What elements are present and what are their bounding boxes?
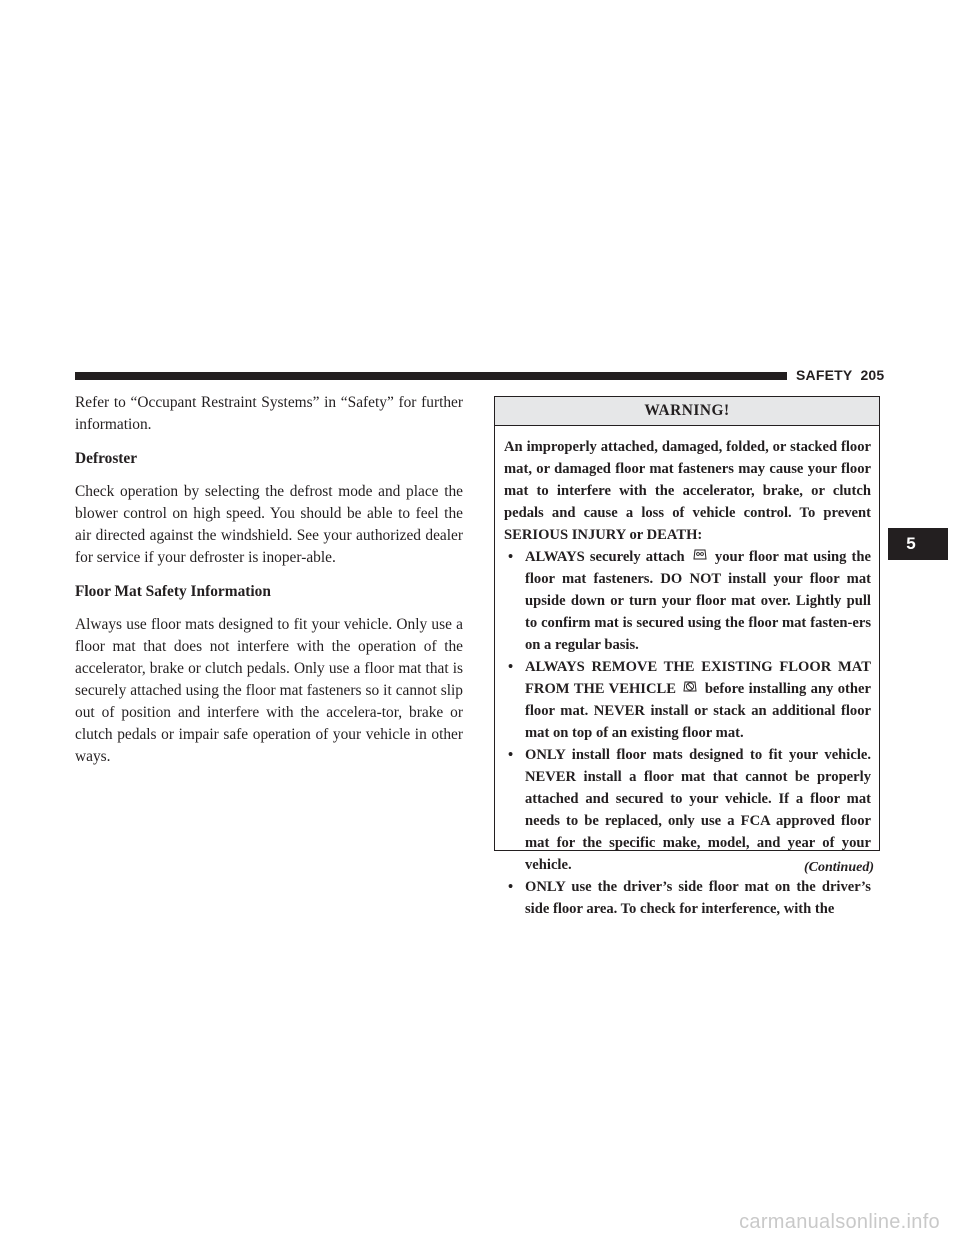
header-rule: [75, 372, 787, 380]
warning-item-attach: • ALWAYS securely attach your floor mat using the floor mat fasteners. DO NOT install your floor mat upside down or turn your floor mat over. Lightly pull to confirm mat is secured using the floor mat fasten-ers on a regular basis.: [504, 546, 871, 656]
warning-title: WARNING!: [495, 397, 879, 426]
warning-item-remove: • ALWAYS REMOVE THE EXISTING FLOOR MAT FROM THE VEHICLE before installing any other floor mat. NEVER install or stack an additional floor mat on top of an existing floor mat.: [504, 656, 871, 744]
chapter-tab: 5: [888, 528, 948, 560]
section-title: SAFETY: [796, 367, 853, 383]
watermark: carmanualsonline.info: [739, 1211, 940, 1233]
floor-mat-remove-icon: [682, 680, 698, 694]
floor-mat-paragraph: Always use floor mats designed to fit your vehicle. Only use a floor mat that does not interfere with the operation of the accelerator, brake or clutch pedals. Only use a floor mat that is securely attached using the floor mat fasteners so it cannot slip out of position and interfere with the accelera-tor, brake or clutch pedals or impair safe operation of your vehicle in other ways.: [75, 616, 463, 765]
page-number: 205: [860, 367, 885, 383]
running-header: [796, 367, 906, 383]
warning-intro: An improperly attached, damaged, folded, or stacked floor mat, or damaged floor mat fasteners may cause your floor mat to interfere with the accelerator, brake, or clutch pedals and cause a loss of vehicle control. To prevent SERIOUS INJURY or DEATH:: [504, 439, 871, 543]
warning-item-driver-side: • ONLY use the driver’s side floor mat on the driver’s side floor area. To check for interference, with the: [504, 876, 871, 920]
left-column: [75, 392, 463, 780]
floor-mat-heading: Floor Mat Safety Information: [75, 583, 271, 600]
continued-label: (Continued): [803, 860, 874, 875]
intro-paragraph: Refer to “Occupant Restraint Systems” in “Safety” for further information.: [75, 394, 463, 433]
defroster-heading: Defroster: [75, 450, 138, 467]
defroster-paragraph: Check operation by selecting the defrost mode and place the blower control on high speed. You should be able to feel the air directed against the windshield. See your authorized dealer for service if your defroster is inoper-able.: [75, 483, 463, 566]
warning-item-fit: • ONLY install floor mats designed to fit your vehicle. NEVER install a floor mat that cannot be properly attached and secured to your vehicle. If a floor mat needs to be replaced, only use a FCA approved floor mat for the specific make, model, and year of your vehicle.: [504, 744, 871, 876]
warning-body: [495, 426, 879, 920]
floor-mat-attach-icon: [692, 548, 708, 562]
